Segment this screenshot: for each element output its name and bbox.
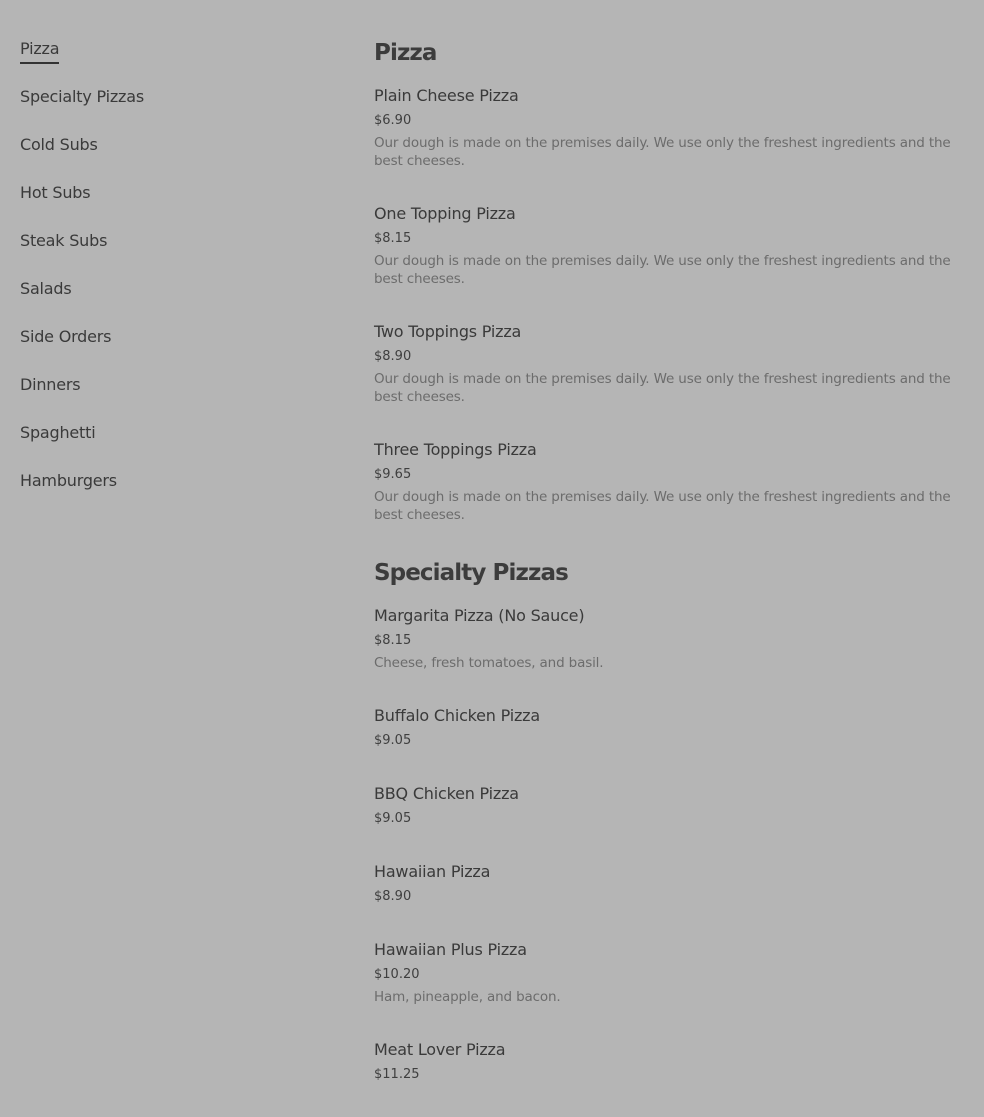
menu-section-pizza: [374, 38, 964, 524]
nav-item-hot-subs[interactable]: [20, 182, 320, 230]
section-title: Pizza: [374, 40, 437, 66]
nav-item-cold-subs[interactable]: [20, 134, 320, 182]
item-name: Buffalo Chicken Pizza: [374, 706, 540, 725]
menu-item[interactable]: [374, 940, 964, 1006]
nav-item-label: Salads: [20, 279, 72, 298]
item-name: Margarita Pizza (No Sauce): [374, 606, 585, 625]
nav-item-label: Specialty Pizzas: [20, 87, 144, 106]
nav-item-label: Hot Subs: [20, 183, 91, 202]
nav-item-hamburgers[interactable]: [20, 470, 320, 518]
nav-item-salads[interactable]: [20, 278, 320, 326]
menu-item[interactable]: [374, 606, 964, 672]
item-name: Plain Cheese Pizza: [374, 86, 519, 105]
item-price: $6.90: [374, 113, 412, 128]
menu-item[interactable]: [374, 784, 964, 828]
nav-item-label: Spaghetti: [20, 423, 96, 442]
menu-item[interactable]: [374, 204, 964, 288]
item-name: Hawaiian Pizza: [374, 862, 491, 881]
item-price: $11.25: [374, 1067, 420, 1082]
menu-content: [374, 38, 964, 1117]
menu-item[interactable]: [374, 86, 964, 170]
nav-item-steak-subs[interactable]: [20, 230, 320, 278]
nav-item-label: Steak Subs: [20, 231, 108, 250]
item-description: Our dough is made on the premises daily. We use only the freshest ingredients and the best cheeses.: [374, 135, 951, 169]
item-name: Two Toppings Pizza: [374, 322, 522, 341]
item-price: $9.65: [374, 467, 412, 482]
nav-item-label: Dinners: [20, 375, 81, 394]
nav-item-spaghetti[interactable]: [20, 422, 320, 470]
nav-item-label: Hamburgers: [20, 471, 117, 490]
item-price: $8.15: [374, 231, 412, 246]
nav-item-label: Pizza: [20, 38, 59, 64]
item-description: Our dough is made on the premises daily. We use only the freshest ingredients and the best cheeses.: [374, 489, 951, 523]
item-price: $8.15: [374, 633, 412, 648]
menu-item[interactable]: [374, 440, 964, 524]
item-description: Our dough is made on the premises daily. We use only the freshest ingredients and the best cheeses.: [374, 371, 951, 405]
item-price: $8.90: [374, 889, 412, 904]
item-description: Ham, pineapple, and bacon.: [374, 989, 561, 1005]
item-price: $9.05: [374, 811, 412, 826]
item-name: Hawaiian Plus Pizza: [374, 940, 527, 959]
nav-item-dinners[interactable]: [20, 374, 320, 422]
item-price: $8.90: [374, 349, 412, 364]
menu-item[interactable]: [374, 706, 964, 750]
item-name: Meat Lover Pizza: [374, 1040, 506, 1059]
menu-item[interactable]: [374, 1040, 964, 1084]
menu-item[interactable]: [374, 322, 964, 406]
item-description: Our dough is made on the premises daily. We use only the freshest ingredients and the best cheeses.: [374, 253, 951, 287]
menu-item[interactable]: [374, 862, 964, 906]
nav-item-label: Cold Subs: [20, 135, 98, 154]
nav-item-pizza[interactable]: [20, 38, 320, 86]
item-description: Cheese, fresh tomatoes, and basil.: [374, 655, 604, 671]
menu-section-specialty-pizzas: [374, 558, 964, 1084]
item-name: Three Toppings Pizza: [374, 440, 537, 459]
item-name: One Topping Pizza: [374, 204, 516, 223]
section-title: Specialty Pizzas: [374, 560, 568, 586]
nav-item-side-orders[interactable]: [20, 326, 320, 374]
item-name: BBQ Chicken Pizza: [374, 784, 519, 803]
nav-item-label: Side Orders: [20, 327, 112, 346]
nav-item-specialty-pizzas[interactable]: [20, 86, 320, 134]
category-nav: [20, 38, 320, 518]
item-price: $10.20: [374, 967, 420, 982]
item-price: $9.05: [374, 733, 412, 748]
